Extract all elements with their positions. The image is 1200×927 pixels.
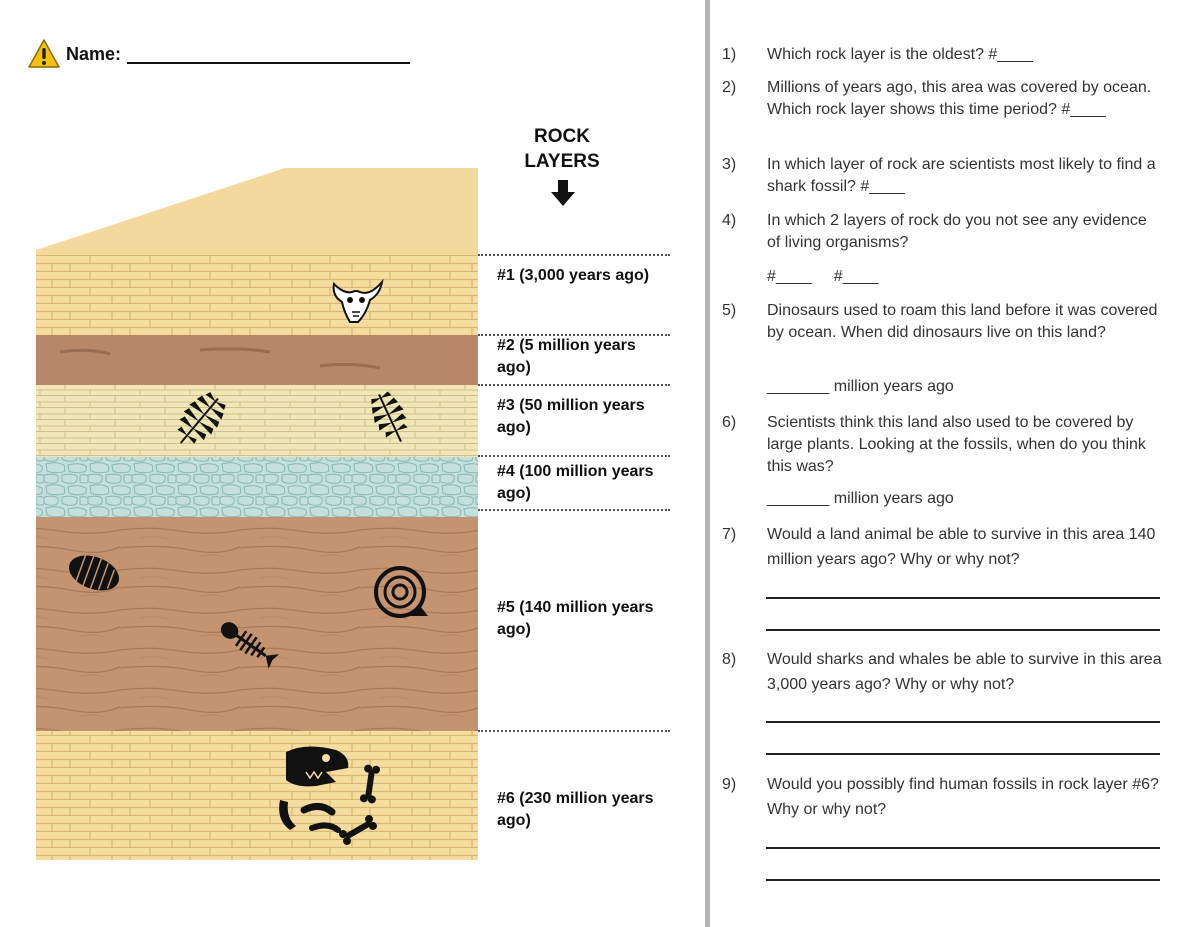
question-number: 8): [722, 651, 737, 668]
question-7: [722, 522, 1162, 572]
rock-layers-title: [512, 124, 612, 174]
question-6: [722, 412, 1162, 478]
layer-6-rock: [36, 731, 478, 860]
q5-answer-blank[interactable]: _______ million years ago: [767, 378, 954, 395]
question-number: 1): [722, 46, 737, 63]
question-text: Dinosaurs used to roam this land before it was covered by ocean. When did dinosaurs live on this land?: [767, 302, 1158, 341]
layer-label-5: #5 (140 million years ago): [497, 599, 654, 638]
question-2: [722, 77, 1162, 121]
layer-label-6: #6 (230 million years ago): [497, 790, 654, 829]
arrow-down-icon: [551, 180, 575, 206]
layer-separator: [478, 384, 670, 386]
q4-answer-blanks[interactable]: #____ #____: [767, 268, 879, 285]
question-number: 2): [722, 79, 737, 96]
layer-4-rock: [36, 457, 478, 517]
answer-line[interactable]: [766, 879, 1160, 881]
layer-3-rock: [36, 385, 478, 457]
layer-label-3: #3 (50 million years ago): [497, 397, 645, 436]
answer-line[interactable]: [766, 629, 1160, 631]
question-number: 4): [722, 212, 737, 229]
rock-layers-title-line2: LAYERS: [524, 151, 600, 172]
question-text: In which layer of rock are scientists most likely to find a shark fossil? #____: [767, 156, 1156, 195]
sand-surface: [36, 168, 478, 255]
question-number: 7): [722, 526, 737, 543]
name-label: Name:: [66, 43, 122, 64]
layer-label-4: #4 (100 million years ago): [497, 463, 654, 502]
layer-5-rock: [36, 517, 478, 731]
question-text: Scientists think this land also used to be covered by large plants. Looking at the fossils, when do you think this was?: [767, 414, 1146, 475]
question-number: 3): [722, 156, 737, 173]
answer-line[interactable]: [766, 721, 1160, 723]
page-divider: [705, 0, 710, 927]
layer-separator: [478, 509, 670, 511]
question-8: [722, 647, 1162, 697]
rock-strata-diagram: [0, 0, 480, 870]
question-3: [722, 154, 1162, 198]
layer-1-rock: [36, 255, 478, 335]
layer-separator: [478, 455, 670, 457]
question-5: [722, 300, 1162, 344]
question-text: Would sharks and whales be able to survive in this area 3,000 years ago? Why or why not?: [767, 651, 1162, 693]
question-text: Millions of years ago, this area was covered by ocean. Which rock layer shows this time period? #____: [767, 79, 1152, 118]
question-text: Would a land animal be able to survive in this area 140 million years ago? Why or why not?: [767, 526, 1156, 568]
question-text: In which 2 layers of rock do you not see any evidence of living organisms?: [767, 212, 1147, 251]
answer-line[interactable]: [766, 597, 1160, 599]
question-9: [722, 772, 1162, 822]
layer-2-rock: [36, 335, 478, 385]
question-number: 5): [722, 302, 737, 319]
question-text: Which rock layer is the oldest? #____: [767, 46, 1033, 63]
answer-line[interactable]: [766, 753, 1160, 755]
layer-separator: [478, 254, 670, 256]
question-1: [722, 44, 1162, 66]
q6-answer-blank[interactable]: _______ million years ago: [767, 490, 954, 507]
answer-line[interactable]: [766, 847, 1160, 849]
question-number: 6): [722, 414, 737, 431]
layer-label-2: #2 (5 million years ago): [497, 337, 636, 376]
layer-label-1: #1 (3,000 years ago): [497, 267, 650, 284]
question-text: Would you possibly find human fossils in rock layer #6? Why or why not?: [767, 776, 1159, 818]
layer-separator: [478, 730, 670, 732]
question-4: [722, 210, 1162, 254]
rock-layers-title-line1: ROCK: [534, 126, 590, 147]
question-number: 9): [722, 776, 737, 793]
